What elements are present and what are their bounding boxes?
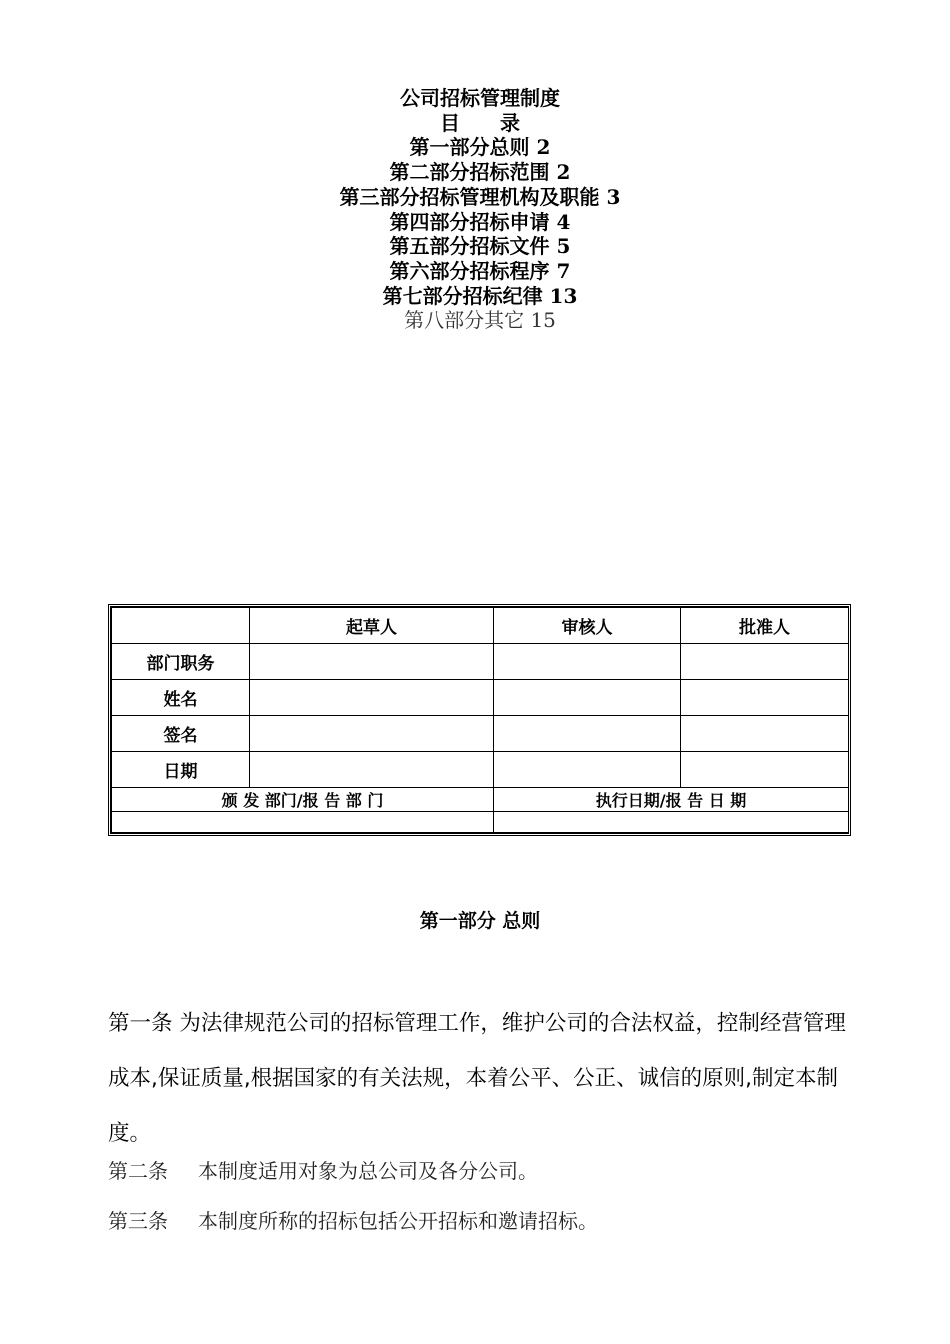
table-of-contents bbox=[0, 86, 950, 333]
table-cell bbox=[681, 680, 849, 716]
table-cell bbox=[250, 716, 494, 752]
toc-item: 第八部分其它 15 bbox=[404, 308, 556, 333]
table-cell bbox=[112, 812, 494, 833]
row-label-name: 姓名 bbox=[112, 680, 250, 716]
article-text: 本制度适用对象为总公司及各分公司。 bbox=[198, 1159, 538, 1183]
toc-item: 第四部分招标申请 4 bbox=[389, 209, 571, 234]
table-row bbox=[112, 716, 849, 752]
header-cell-approver: 批准人 bbox=[681, 608, 849, 644]
row-label-position: 部门职务 bbox=[112, 644, 250, 680]
issuing-department-label: 颁 发 部门/报 告 部 门 bbox=[112, 788, 494, 812]
table-cell bbox=[250, 752, 494, 788]
table-cell bbox=[681, 716, 849, 752]
article-number: 第一条 bbox=[108, 1011, 173, 1036]
signoff-table bbox=[108, 604, 851, 836]
article-2 bbox=[108, 1155, 856, 1184]
toc-item: 第三部分招标管理机构及职能 3 bbox=[339, 184, 621, 209]
row-label-date: 日期 bbox=[112, 752, 250, 788]
table-cell bbox=[681, 752, 849, 788]
header-cell-drafter: 起草人 bbox=[250, 608, 494, 644]
table-footer-row bbox=[112, 788, 849, 812]
toc-item: 第七部分招标纪律 13 bbox=[382, 283, 578, 308]
effective-date-label: 执行日期/报 告 日 期 bbox=[494, 788, 849, 812]
table-header-row bbox=[112, 608, 849, 644]
article-number: 第三条 bbox=[108, 1209, 168, 1233]
table-row bbox=[112, 644, 849, 680]
table-cell bbox=[494, 680, 681, 716]
toc-item: 第六部分招标程序 7 bbox=[389, 258, 571, 283]
table-row bbox=[112, 752, 849, 788]
table-cell bbox=[250, 680, 494, 716]
table-cell bbox=[494, 644, 681, 680]
table-cell bbox=[494, 752, 681, 788]
article-number: 第二条 bbox=[108, 1159, 168, 1183]
header-cell-empty bbox=[112, 608, 250, 644]
article-text: 为法律规范公司的招标管理工作，维护公司的合法权益，控制经营管理成本,保证质量,根据国家的有关法规，本着公平、公正、诚信的原则,制定本制度。 bbox=[108, 1011, 846, 1146]
section-title: 第一部分 总则 bbox=[419, 910, 541, 932]
table-row bbox=[112, 680, 849, 716]
article-1 bbox=[108, 996, 856, 1161]
article-3 bbox=[108, 1205, 856, 1234]
toc-heading: 目 录 bbox=[440, 110, 520, 135]
table-cell bbox=[250, 644, 494, 680]
table-cell bbox=[494, 812, 849, 833]
document-title: 公司招标管理制度 bbox=[400, 86, 560, 110]
toc-item: 第一部分总则 2 bbox=[409, 135, 551, 160]
table-cell bbox=[681, 644, 849, 680]
toc-item: 第二部分招标范围 2 bbox=[389, 160, 571, 185]
table-cell bbox=[494, 716, 681, 752]
toc-item: 第五部分招标文件 5 bbox=[389, 234, 571, 259]
row-label-signature: 签名 bbox=[112, 716, 250, 752]
table-row bbox=[112, 812, 849, 833]
article-text: 本制度所称的招标包括公开招标和邀请招标。 bbox=[198, 1209, 598, 1233]
header-cell-reviewer: 审核人 bbox=[494, 608, 681, 644]
